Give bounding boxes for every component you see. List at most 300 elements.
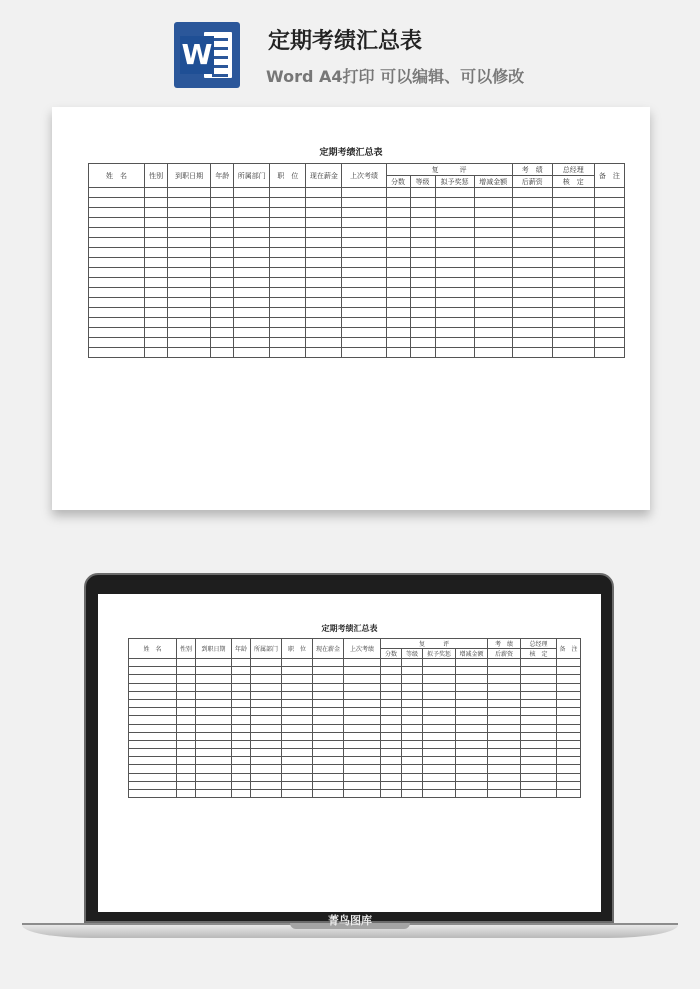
table-cell bbox=[313, 773, 344, 781]
table-cell bbox=[410, 308, 435, 318]
table-cell bbox=[177, 724, 196, 732]
table-cell bbox=[251, 683, 282, 691]
table-cell bbox=[251, 749, 282, 757]
col-header-post-salary-bottom: 后薪资 bbox=[512, 176, 552, 188]
table-cell bbox=[129, 757, 177, 765]
table-cell bbox=[512, 218, 552, 228]
document-title: 定期考绩汇总表 bbox=[321, 623, 378, 633]
table-cell bbox=[306, 328, 342, 338]
table-cell bbox=[521, 683, 557, 691]
table-cell bbox=[488, 683, 521, 691]
table-cell bbox=[456, 724, 488, 732]
table-cell bbox=[251, 757, 282, 765]
table-cell bbox=[474, 278, 512, 288]
table-cell bbox=[402, 675, 423, 683]
table-cell bbox=[512, 278, 552, 288]
table-cell bbox=[129, 708, 177, 716]
table-cell bbox=[129, 699, 177, 707]
table-cell bbox=[381, 749, 402, 757]
table-cell bbox=[177, 773, 196, 781]
table-cell bbox=[488, 708, 521, 716]
table-row bbox=[89, 318, 625, 328]
table-cell bbox=[211, 228, 234, 238]
table-cell bbox=[410, 268, 435, 278]
table-cell bbox=[402, 708, 423, 716]
table-cell bbox=[594, 348, 624, 358]
table-cell bbox=[313, 708, 344, 716]
table-cell bbox=[306, 208, 342, 218]
table-cell bbox=[129, 683, 177, 691]
table-cell bbox=[282, 691, 313, 699]
col-header-manager-bottom: 核 定 bbox=[552, 176, 594, 188]
table-cell bbox=[456, 667, 488, 675]
table-cell bbox=[342, 198, 386, 208]
table-row bbox=[89, 338, 625, 348]
table-cell bbox=[168, 208, 211, 218]
table-cell bbox=[386, 218, 410, 228]
table-cell bbox=[211, 198, 234, 208]
table-cell bbox=[381, 724, 402, 732]
table-cell bbox=[342, 298, 386, 308]
table-cell bbox=[306, 268, 342, 278]
table-cell bbox=[557, 790, 581, 798]
table-row bbox=[129, 740, 581, 748]
table-cell bbox=[168, 288, 211, 298]
table-cell bbox=[232, 765, 251, 773]
col-header-hire-date: 到职日期 bbox=[168, 164, 211, 188]
table-row bbox=[129, 757, 581, 765]
table-cell bbox=[557, 732, 581, 740]
table-cell bbox=[234, 348, 270, 358]
table-cell bbox=[402, 740, 423, 748]
table-cell bbox=[145, 348, 168, 358]
table-cell bbox=[386, 208, 410, 218]
laptop-screen bbox=[98, 594, 601, 912]
col-header-score: 分数 bbox=[381, 649, 402, 659]
table-cell bbox=[129, 781, 177, 789]
table-cell bbox=[234, 308, 270, 318]
table-cell bbox=[435, 348, 474, 358]
table-cell bbox=[512, 248, 552, 258]
table-cell bbox=[232, 757, 251, 765]
table-cell bbox=[552, 288, 594, 298]
table-cell bbox=[177, 708, 196, 716]
table-cell bbox=[306, 338, 342, 348]
table-row bbox=[89, 208, 625, 218]
table-cell bbox=[168, 348, 211, 358]
table-cell bbox=[342, 238, 386, 248]
table-cell bbox=[232, 716, 251, 724]
table-cell bbox=[344, 675, 381, 683]
table-cell bbox=[196, 790, 232, 798]
table-row bbox=[129, 716, 581, 724]
table-cell bbox=[474, 228, 512, 238]
table-cell bbox=[342, 258, 386, 268]
table-cell bbox=[402, 699, 423, 707]
table-cell bbox=[313, 781, 344, 789]
col-header-last-review: 上次考绩 bbox=[342, 164, 386, 188]
table-cell bbox=[270, 268, 306, 278]
table-cell bbox=[410, 228, 435, 238]
table-cell bbox=[402, 683, 423, 691]
table-cell bbox=[557, 659, 581, 667]
table-cell bbox=[386, 348, 410, 358]
table-cell bbox=[488, 765, 521, 773]
table-cell bbox=[168, 198, 211, 208]
table-cell bbox=[211, 308, 234, 318]
table-row bbox=[89, 188, 625, 198]
table-cell bbox=[251, 781, 282, 789]
review-summary-table bbox=[88, 163, 625, 358]
col-header-grade: 等级 bbox=[402, 649, 423, 659]
table-cell bbox=[488, 667, 521, 675]
document-preview bbox=[52, 107, 650, 510]
table-cell bbox=[512, 308, 552, 318]
table-cell bbox=[168, 248, 211, 258]
table-cell bbox=[145, 248, 168, 258]
table-row bbox=[89, 238, 625, 248]
table-cell bbox=[313, 757, 344, 765]
table-cell bbox=[594, 198, 624, 208]
table-cell bbox=[435, 308, 474, 318]
col-header-remarks: 备 注 bbox=[594, 164, 624, 188]
table-cell bbox=[381, 790, 402, 798]
table-cell bbox=[89, 218, 145, 228]
table-cell bbox=[512, 198, 552, 208]
table-cell bbox=[381, 732, 402, 740]
table-cell bbox=[129, 773, 177, 781]
table-cell bbox=[306, 188, 342, 198]
table-cell bbox=[344, 765, 381, 773]
table-cell bbox=[474, 318, 512, 328]
table-cell bbox=[552, 258, 594, 268]
table-row bbox=[129, 699, 581, 707]
table-cell bbox=[89, 228, 145, 238]
table-cell bbox=[488, 699, 521, 707]
table-cell bbox=[410, 208, 435, 218]
table-cell bbox=[552, 218, 594, 228]
table-cell bbox=[435, 238, 474, 248]
table-cell bbox=[381, 708, 402, 716]
table-cell bbox=[456, 757, 488, 765]
table-cell bbox=[282, 699, 313, 707]
table-cell bbox=[282, 773, 313, 781]
table-cell bbox=[168, 258, 211, 268]
table-cell bbox=[89, 318, 145, 328]
table-cell bbox=[344, 749, 381, 757]
table-cell bbox=[474, 288, 512, 298]
table-cell bbox=[129, 732, 177, 740]
table-row bbox=[129, 683, 581, 691]
table-cell bbox=[423, 765, 456, 773]
table-cell bbox=[251, 708, 282, 716]
table-row bbox=[89, 228, 625, 238]
table-cell bbox=[342, 288, 386, 298]
table-cell bbox=[251, 790, 282, 798]
col-header-current-salary: 现在薪金 bbox=[313, 639, 344, 659]
col-header-manager-top: 总经理 bbox=[521, 639, 557, 649]
table-cell bbox=[381, 691, 402, 699]
table-cell bbox=[474, 238, 512, 248]
table-cell bbox=[270, 288, 306, 298]
table-cell bbox=[410, 318, 435, 328]
table-cell bbox=[344, 691, 381, 699]
table-row bbox=[129, 659, 581, 667]
table-cell bbox=[521, 757, 557, 765]
table-cell bbox=[177, 749, 196, 757]
table-cell bbox=[313, 724, 344, 732]
table-cell bbox=[488, 781, 521, 789]
table-cell bbox=[177, 667, 196, 675]
table-cell bbox=[474, 198, 512, 208]
table-cell bbox=[177, 781, 196, 789]
table-cell bbox=[435, 228, 474, 238]
table-cell bbox=[402, 790, 423, 798]
table-cell bbox=[251, 691, 282, 699]
table-cell bbox=[232, 749, 251, 757]
table-cell bbox=[386, 238, 410, 248]
table-cell bbox=[232, 732, 251, 740]
table-cell bbox=[344, 757, 381, 765]
table-cell bbox=[552, 268, 594, 278]
table-cell bbox=[306, 348, 342, 358]
table-cell bbox=[270, 188, 306, 198]
table-cell bbox=[456, 716, 488, 724]
table-cell bbox=[177, 716, 196, 724]
table-cell bbox=[474, 268, 512, 278]
table-cell bbox=[145, 208, 168, 218]
table-cell bbox=[512, 228, 552, 238]
table-cell bbox=[196, 740, 232, 748]
table-cell bbox=[557, 708, 581, 716]
table-cell bbox=[594, 188, 624, 198]
table-cell bbox=[410, 288, 435, 298]
table-cell bbox=[423, 675, 456, 683]
table-cell bbox=[129, 675, 177, 683]
table-cell bbox=[423, 790, 456, 798]
table-cell bbox=[344, 667, 381, 675]
table-cell bbox=[594, 258, 624, 268]
table-cell bbox=[129, 740, 177, 748]
table-cell bbox=[251, 659, 282, 667]
table-row bbox=[89, 278, 625, 288]
col-header-position: 职 位 bbox=[282, 639, 313, 659]
table-cell bbox=[89, 248, 145, 258]
table-cell bbox=[129, 765, 177, 773]
table-cell bbox=[145, 238, 168, 248]
table-cell bbox=[488, 724, 521, 732]
table-row bbox=[89, 348, 625, 358]
table-cell bbox=[410, 218, 435, 228]
table-cell bbox=[282, 659, 313, 667]
table-cell bbox=[344, 699, 381, 707]
table-cell bbox=[474, 188, 512, 198]
table-cell bbox=[386, 248, 410, 258]
table-cell bbox=[488, 675, 521, 683]
col-header-bonus: 拟予奖惩 bbox=[435, 176, 474, 188]
col-header-post-salary-top: 考 绩 bbox=[512, 164, 552, 176]
table-cell bbox=[306, 218, 342, 228]
table-cell bbox=[282, 724, 313, 732]
table-cell bbox=[402, 716, 423, 724]
table-cell bbox=[474, 208, 512, 218]
table-cell bbox=[342, 188, 386, 198]
table-row bbox=[89, 298, 625, 308]
table-cell bbox=[557, 740, 581, 748]
table-cell bbox=[129, 691, 177, 699]
table-cell bbox=[594, 328, 624, 338]
table-cell bbox=[89, 278, 145, 288]
col-header-grade: 等级 bbox=[410, 176, 435, 188]
table-cell bbox=[234, 298, 270, 308]
table-cell bbox=[89, 288, 145, 298]
table-cell bbox=[282, 675, 313, 683]
table-cell bbox=[435, 298, 474, 308]
table-cell bbox=[456, 732, 488, 740]
table-cell bbox=[211, 278, 234, 288]
table-cell bbox=[232, 675, 251, 683]
table-cell bbox=[232, 740, 251, 748]
table-cell bbox=[386, 338, 410, 348]
table-cell bbox=[552, 228, 594, 238]
table-cell bbox=[521, 708, 557, 716]
table-cell bbox=[251, 699, 282, 707]
table-cell bbox=[306, 278, 342, 288]
table-cell bbox=[521, 699, 557, 707]
table-cell bbox=[232, 790, 251, 798]
col-header-review-group: 复 评 bbox=[381, 639, 488, 649]
table-cell bbox=[313, 659, 344, 667]
table-cell bbox=[342, 348, 386, 358]
table-cell bbox=[342, 218, 386, 228]
table-cell bbox=[306, 298, 342, 308]
table-cell bbox=[488, 773, 521, 781]
table-row bbox=[129, 765, 581, 773]
table-cell bbox=[557, 667, 581, 675]
table-cell bbox=[512, 318, 552, 328]
table-cell bbox=[177, 790, 196, 798]
table-cell bbox=[89, 338, 145, 348]
table-cell bbox=[557, 724, 581, 732]
table-cell bbox=[521, 749, 557, 757]
table-cell bbox=[196, 716, 232, 724]
table-cell bbox=[342, 338, 386, 348]
table-cell bbox=[456, 765, 488, 773]
table-cell bbox=[381, 675, 402, 683]
table-cell bbox=[196, 691, 232, 699]
table-cell bbox=[145, 258, 168, 268]
table-row bbox=[89, 268, 625, 278]
table-cell bbox=[129, 724, 177, 732]
table-cell bbox=[557, 699, 581, 707]
table-cell bbox=[344, 781, 381, 789]
table-cell bbox=[456, 683, 488, 691]
table-cell bbox=[145, 298, 168, 308]
table-cell bbox=[423, 699, 456, 707]
col-header-remarks: 备 注 bbox=[557, 639, 581, 659]
col-header-manager-bottom: 核 定 bbox=[521, 649, 557, 659]
table-cell bbox=[168, 268, 211, 278]
table-cell bbox=[232, 724, 251, 732]
table-cell bbox=[232, 708, 251, 716]
table-cell bbox=[129, 716, 177, 724]
table-cell bbox=[232, 781, 251, 789]
table-row bbox=[89, 328, 625, 338]
table-cell bbox=[521, 790, 557, 798]
col-header-age: 年龄 bbox=[211, 164, 234, 188]
col-header-score: 分数 bbox=[386, 176, 410, 188]
table-cell bbox=[512, 238, 552, 248]
table-cell bbox=[344, 659, 381, 667]
table-cell bbox=[251, 773, 282, 781]
table-cell bbox=[423, 773, 456, 781]
table-cell bbox=[456, 699, 488, 707]
table-cell bbox=[402, 732, 423, 740]
table-cell bbox=[344, 773, 381, 781]
table-cell bbox=[234, 228, 270, 238]
table-cell bbox=[196, 675, 232, 683]
table-cell bbox=[270, 348, 306, 358]
table-cell bbox=[251, 732, 282, 740]
table-cell bbox=[232, 683, 251, 691]
table-cell bbox=[552, 238, 594, 248]
table-cell bbox=[423, 716, 456, 724]
table-cell bbox=[145, 188, 168, 198]
table-cell bbox=[594, 338, 624, 348]
table-cell bbox=[211, 348, 234, 358]
table-cell bbox=[594, 208, 624, 218]
table-cell bbox=[456, 740, 488, 748]
table-row bbox=[129, 724, 581, 732]
table-cell bbox=[270, 278, 306, 288]
table-cell bbox=[282, 757, 313, 765]
table-cell bbox=[270, 248, 306, 258]
table-cell bbox=[488, 757, 521, 765]
table-cell bbox=[282, 716, 313, 724]
table-cell bbox=[211, 208, 234, 218]
table-cell bbox=[270, 238, 306, 248]
table-cell bbox=[313, 683, 344, 691]
table-cell bbox=[344, 790, 381, 798]
table-cell bbox=[342, 208, 386, 218]
word-icon: W bbox=[174, 22, 240, 88]
table-row bbox=[129, 691, 581, 699]
table-cell bbox=[234, 198, 270, 208]
table-cell bbox=[435, 208, 474, 218]
table-cell bbox=[211, 318, 234, 328]
table-cell bbox=[145, 228, 168, 238]
col-header-hire-date: 到职日期 bbox=[196, 639, 232, 659]
table-cell bbox=[381, 781, 402, 789]
col-header-current-salary: 现在薪金 bbox=[306, 164, 342, 188]
col-header-department: 所属部门 bbox=[234, 164, 270, 188]
table-cell bbox=[381, 716, 402, 724]
table-row bbox=[129, 749, 581, 757]
table-cell bbox=[89, 308, 145, 318]
table-cell bbox=[196, 708, 232, 716]
table-cell bbox=[211, 238, 234, 248]
table-cell bbox=[232, 691, 251, 699]
table-cell bbox=[435, 338, 474, 348]
table-cell bbox=[196, 659, 232, 667]
table-cell bbox=[211, 298, 234, 308]
table-cell bbox=[177, 659, 196, 667]
table-cell bbox=[196, 732, 232, 740]
table-cell bbox=[402, 659, 423, 667]
col-header-post-salary-bottom: 后薪资 bbox=[488, 649, 521, 659]
table-cell bbox=[342, 268, 386, 278]
table-cell bbox=[168, 238, 211, 248]
